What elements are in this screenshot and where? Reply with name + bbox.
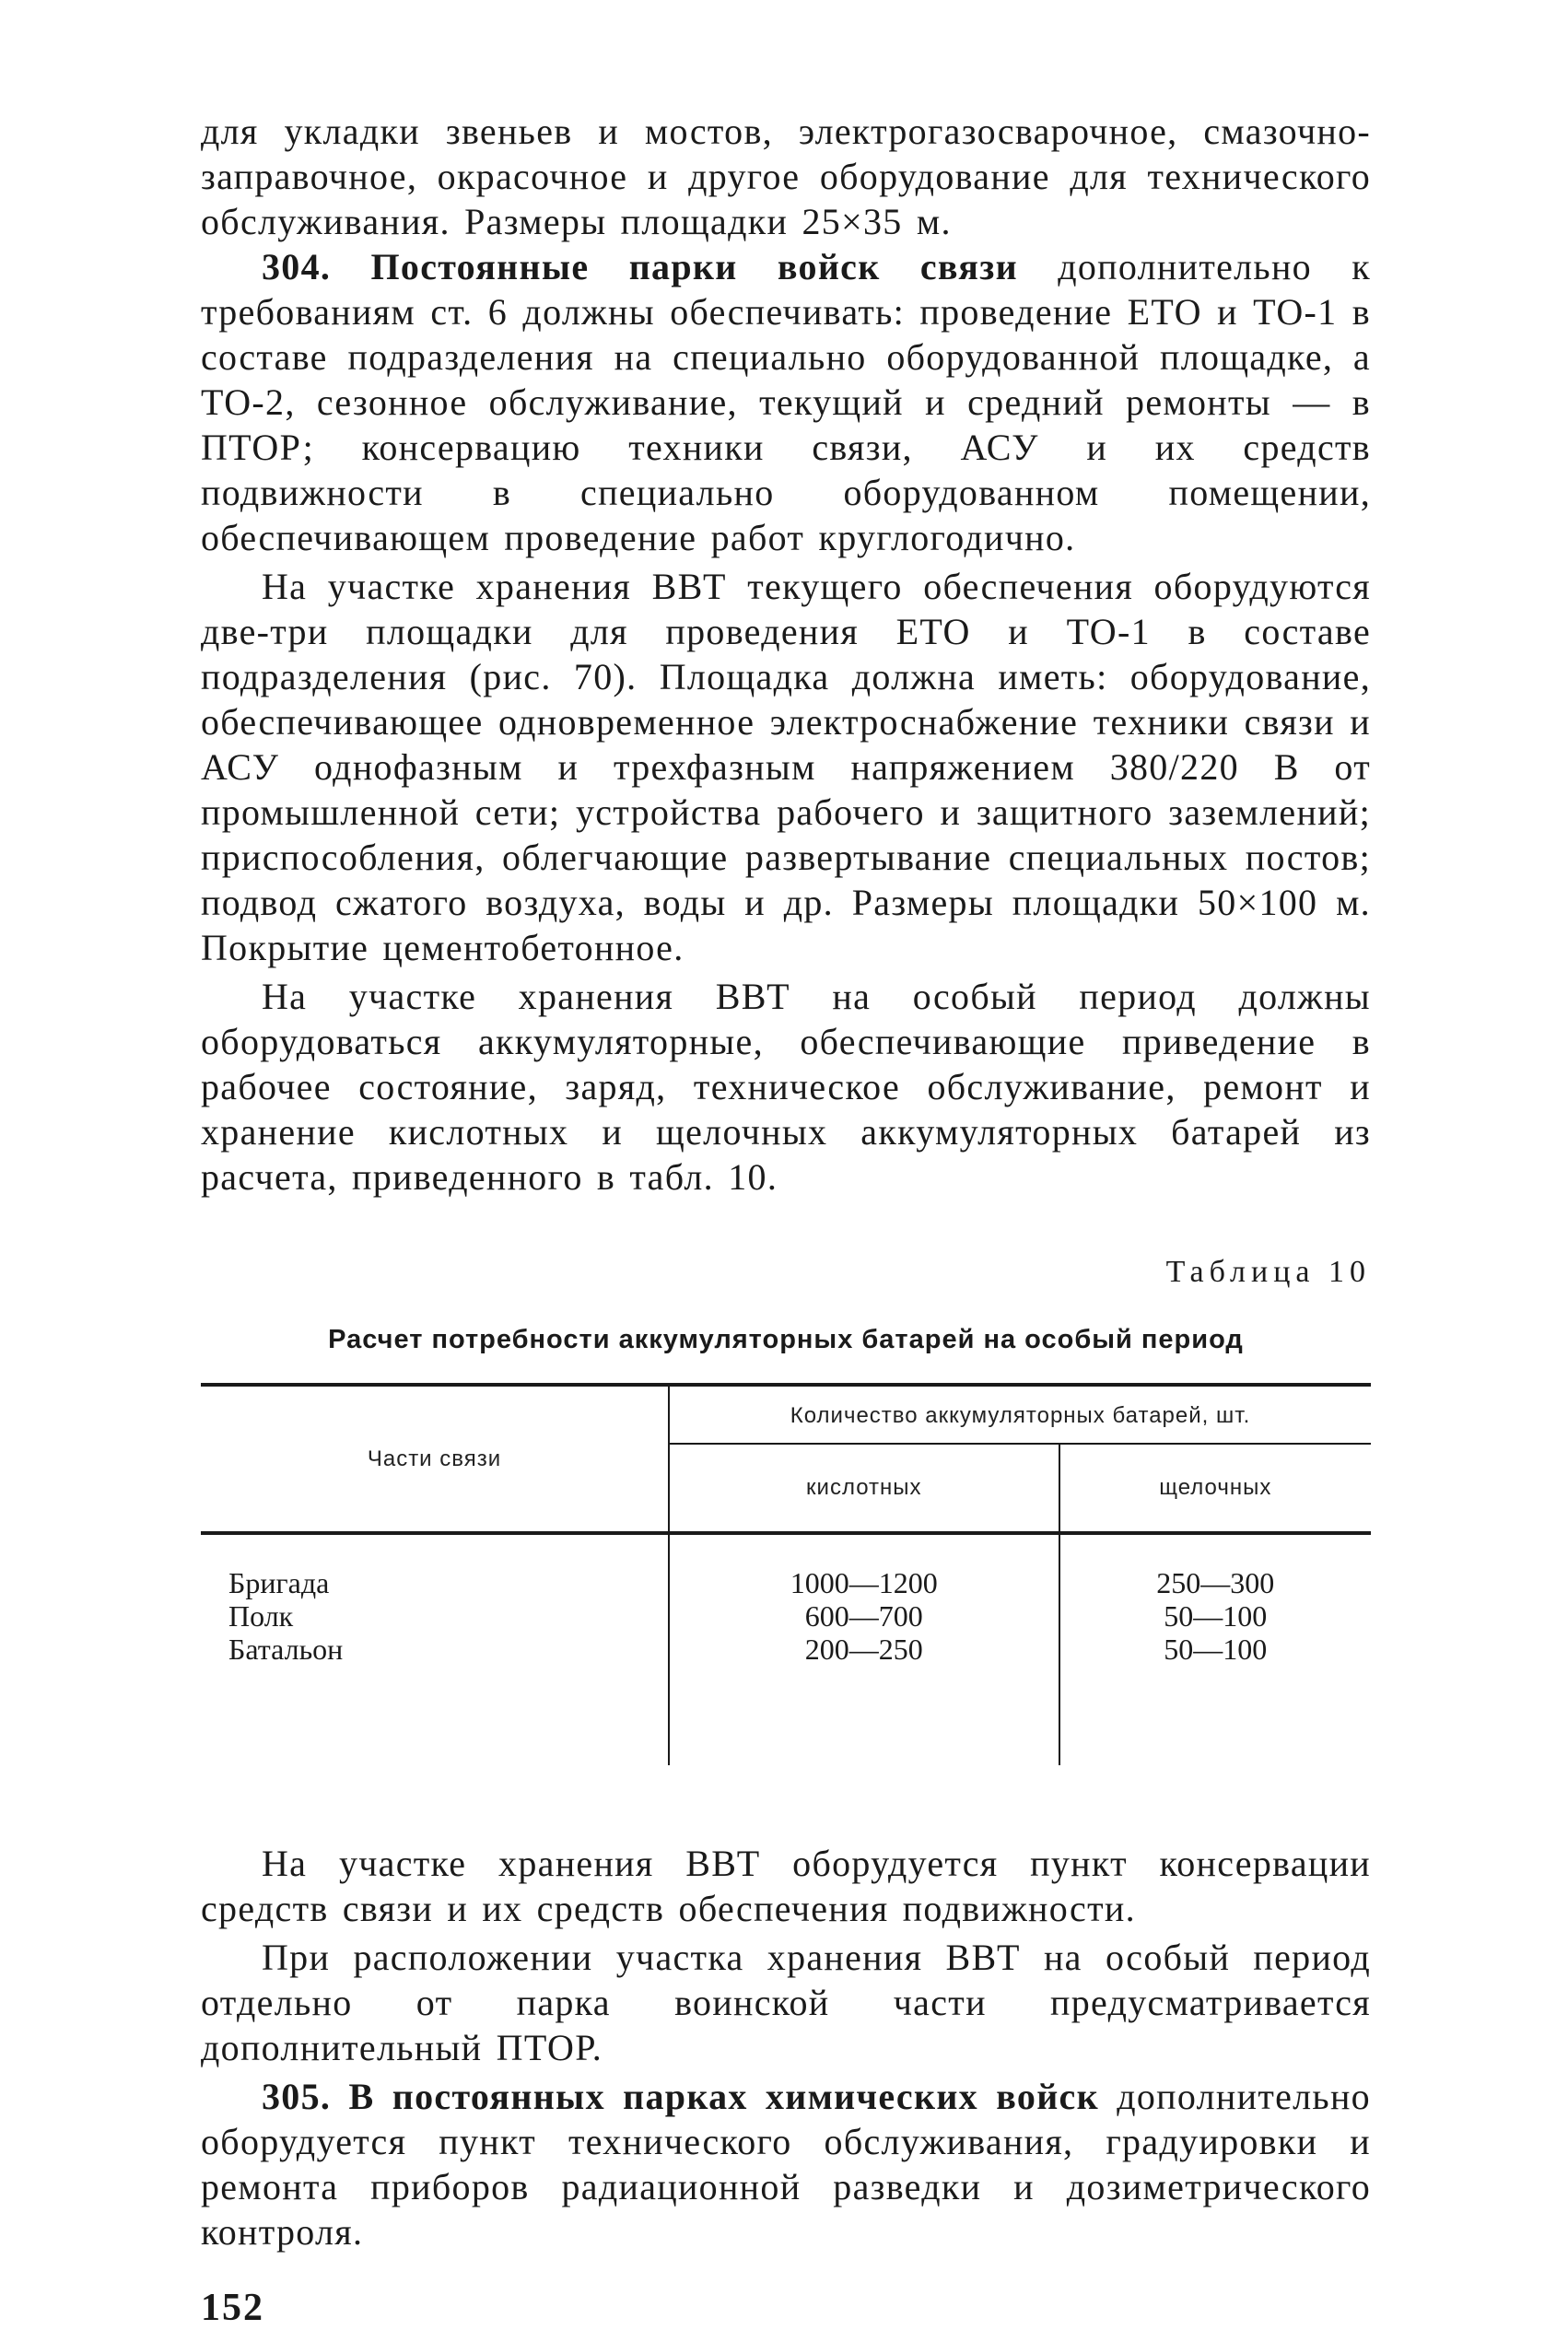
paragraph-304-heading: 304. Постоянные парки войск связи (262, 246, 1018, 287)
paragraph-1-text: для укладки звеньев и мостов, электрогазосварочное, смазочно-заправочное, окрасочное и другое оборудование для технического обслуживания. Размеры площадки 25×35 м. (201, 111, 1371, 242)
paragraph-extra-ptor-text: При расположении участка хранения ВВТ на особый период отдельно от парка воинской части предусматривается дополнительный ПТОР. (201, 1937, 1371, 2068)
page-content (201, 109, 1371, 2330)
paragraph-special-period-text: На участке хранения ВВТ на особый период должны оборудоваться аккумуляторные, обеспечивающие приведение в рабочее состояние, заряд, техническое обслуживание, ремонт и хранение кислотных и щелочных аккумуляторных батарей из расчета, приведенного в табл. 10. (201, 976, 1371, 1198)
paragraph-current-supply (201, 564, 1371, 970)
paragraph-conservation-point (201, 1841, 1371, 1931)
paragraph-special-period (201, 974, 1371, 1200)
table-cell-alkaline: 50—100 (1164, 1633, 1268, 1666)
table-cell-unit: Батальон (228, 1633, 344, 1666)
paragraph-extra-ptor (201, 1935, 1371, 2070)
column-header-units: Части связи (201, 1385, 669, 1533)
alkaline-column (1059, 1533, 1371, 1765)
paragraph-1 (201, 109, 1371, 244)
table-cell-alkaline: 50—100 (1164, 1599, 1268, 1633)
table-title: Расчет потребности аккумуляторных батарей на особый период (328, 1325, 1244, 1354)
table-cell-acid: 200—250 (804, 1633, 923, 1666)
table-body-row (201, 1533, 1371, 1765)
paragraph-304-text: дополнительно к требованиям ст. 6 должны обеспечивать: проведение ЕТО и ТО-1 в составе подразделения на специально оборудованной площадке, а ТО-2, сезонное обслуживание, текущий и средний ремонты — в ПТОР; консервацию техники связи, АСУ и их средств подвижности в специально оборудованном помещении, обеспечивающем проведение работ круглогодично. (201, 246, 1371, 558)
column-header-group: Количество аккумуляторных батарей, шт. (669, 1385, 1371, 1444)
paragraph-304 (201, 244, 1371, 560)
page-number: 152 (201, 2287, 264, 2329)
paragraph-305-heading: 305. В постоянных парках химических войск (262, 2076, 1099, 2117)
table-cell-alkaline: 250—300 (1156, 1566, 1275, 1599)
paragraph-305 (201, 2074, 1371, 2254)
paragraph-conservation-point-text: На участке хранения ВВТ оборудуется пункт консервации средств связи и их средств обеспечения подвижности. (201, 1843, 1371, 1929)
table-cell-acid: 1000—1200 (790, 1566, 938, 1599)
table-label: Таблица 10 (1165, 1255, 1371, 1289)
acid-column (669, 1533, 1059, 1765)
table-cell-acid: 600—700 (804, 1599, 923, 1633)
table-cell-unit: Полк (228, 1599, 294, 1633)
column-header-alkaline: щелочных (1059, 1444, 1371, 1533)
table-cell-unit: Бригада (228, 1566, 330, 1599)
paragraph-305-text: дополнительно оборудуется пункт технического обслуживания, градуировки и ремонта приборов радиационной разведки и дозиметрического контроля. (201, 2076, 1371, 2253)
units-column (201, 1533, 669, 1765)
column-header-acid: кислотных (669, 1444, 1059, 1533)
paragraph-current-supply-text: На участке хранения ВВТ текущего обеспечения оборудуются две-три площадки для проведения ЕТО и ТО-1 в составе подразделения (рис. 70). Площадка должна иметь: оборудование, обеспечивающее одновременное электроснабжение техники связи и АСУ однофазным и трехфазным напряжением 380/220 В от промышленной сети; устройства рабочего и защитного заземлений; приспособления, облегчающие развертывание специальных постов; подвод сжатого воздуха, воды и др. Размеры площадки 50×100 м. Покрытие цементобетонное. (201, 566, 1371, 968)
battery-table (201, 1383, 1371, 1765)
